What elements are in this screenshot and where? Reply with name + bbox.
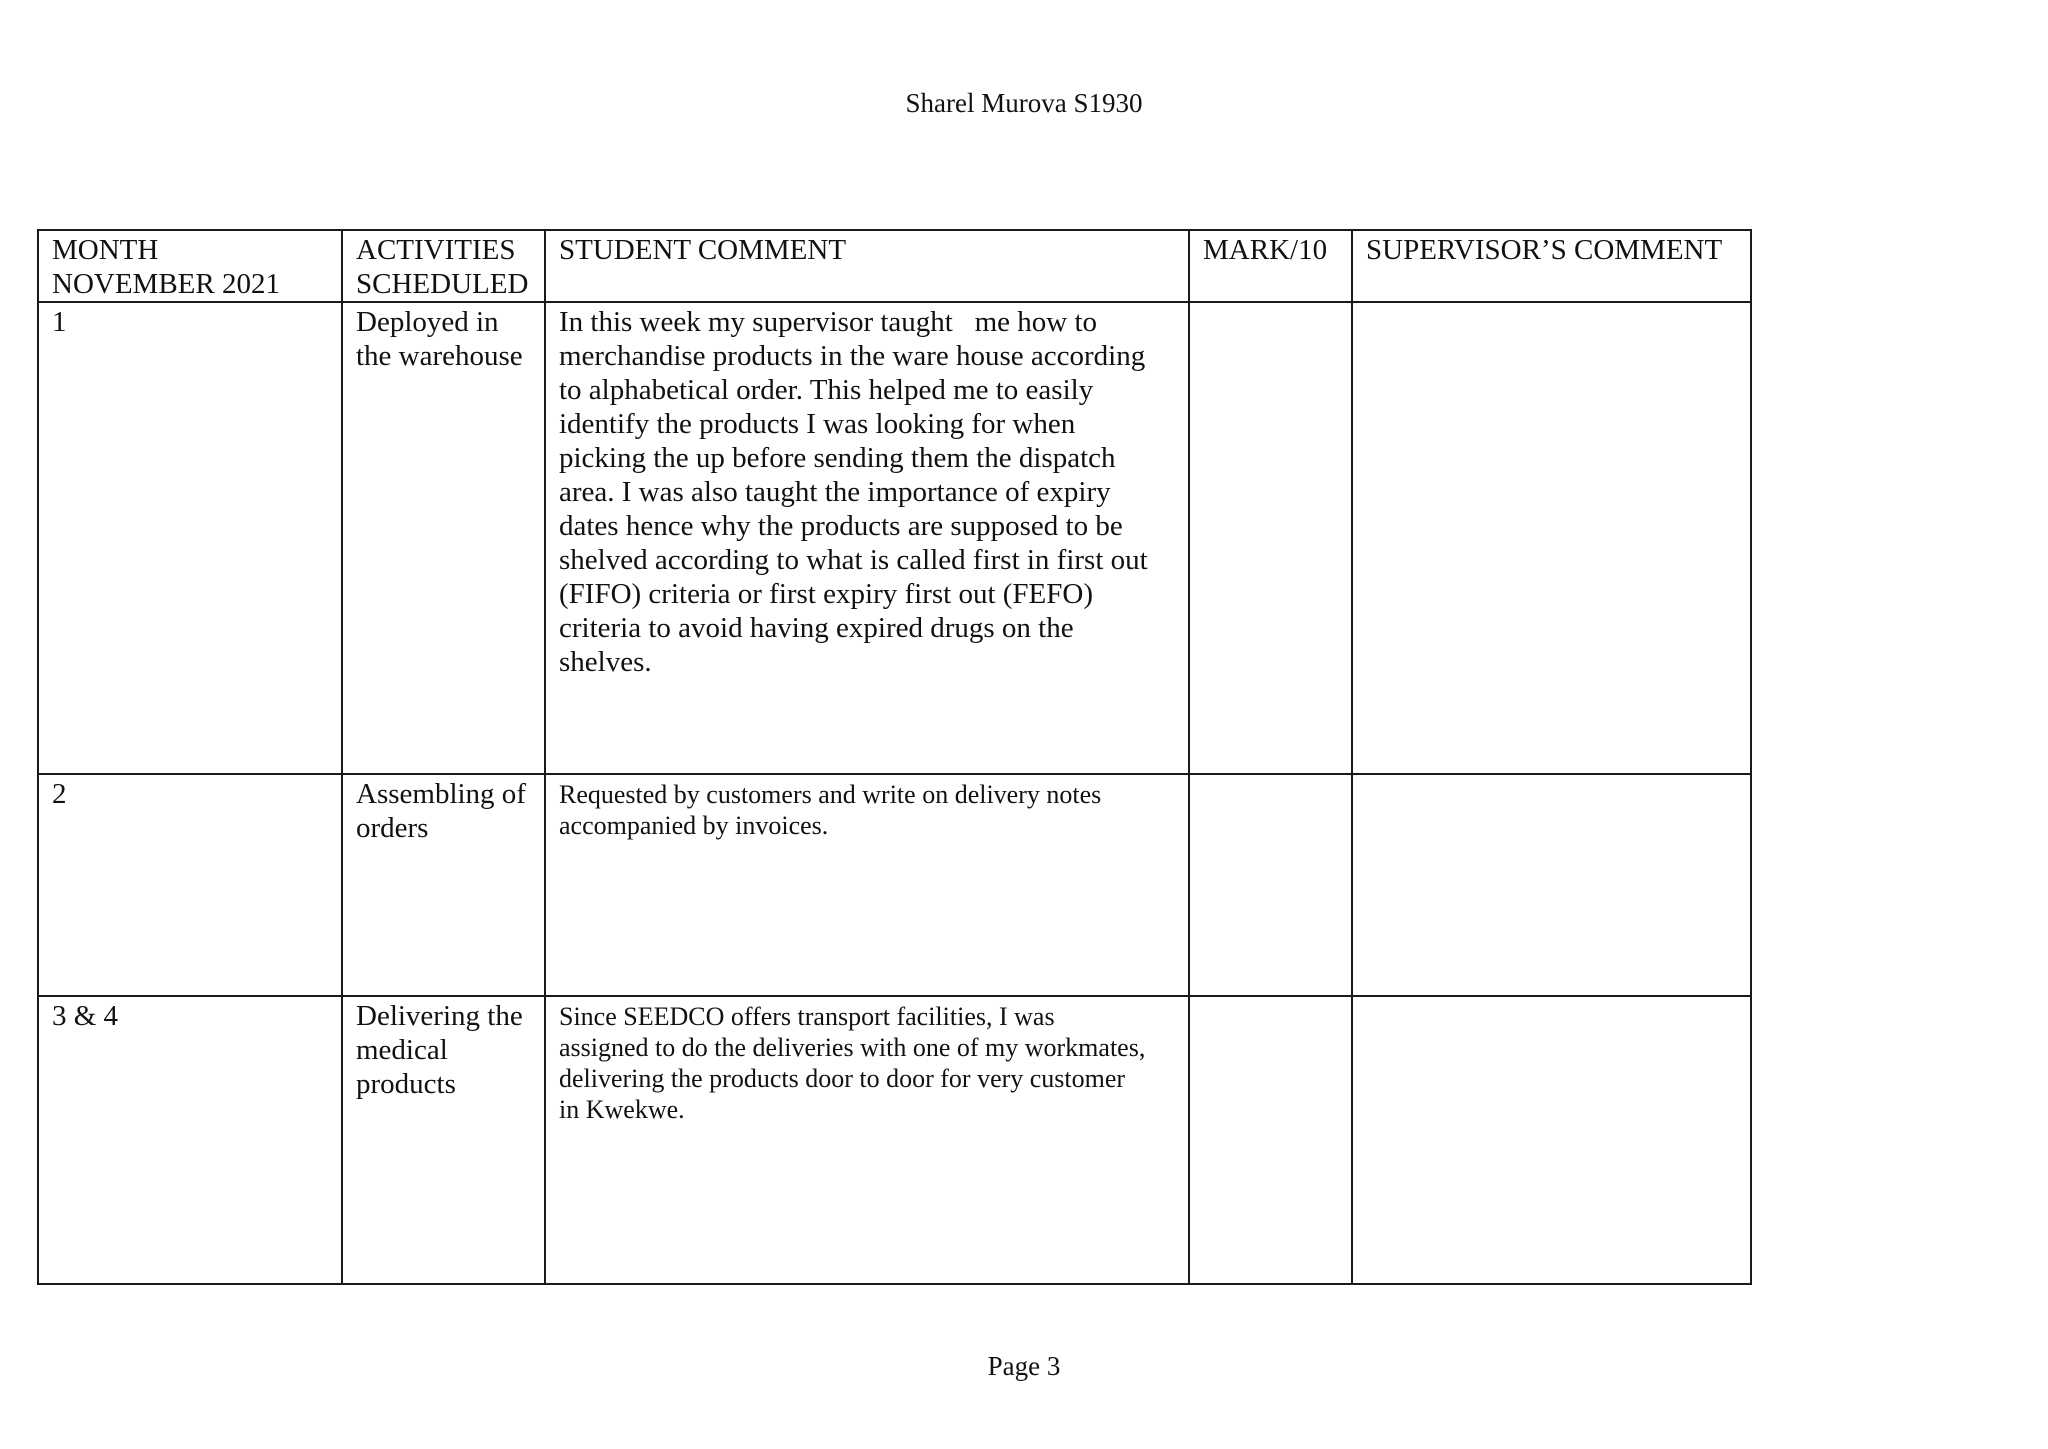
comment-line: to alphabetical order. This helped me to easily bbox=[559, 374, 1094, 406]
month-header-line-2: NOVEMBER 2021 bbox=[52, 268, 280, 300]
comment-line: In this week my supervisor taught me how to bbox=[559, 306, 1098, 338]
mark-header-cell bbox=[1189, 230, 1352, 302]
activity-cell bbox=[342, 996, 545, 1284]
student-comment-cell bbox=[545, 774, 1189, 996]
mark-cell bbox=[1189, 996, 1352, 1284]
month-header-cell bbox=[38, 230, 342, 302]
activity-line: orders bbox=[356, 812, 429, 844]
comment-line: shelves. bbox=[559, 646, 652, 678]
activities-header-cell bbox=[342, 230, 545, 302]
activity-line: the warehouse bbox=[356, 340, 523, 372]
comment-line: assigned to do the deliveries with one of my workmates, bbox=[559, 1033, 1146, 1062]
week-cell: 1 bbox=[38, 302, 342, 774]
activity-line: Deployed in bbox=[356, 306, 499, 338]
comment-line: criteria to avoid having expired drugs on the bbox=[559, 612, 1074, 644]
comment-line: in Kwekwe. bbox=[559, 1095, 685, 1124]
week-cell: 3 & 4 bbox=[38, 996, 342, 1284]
activity-line: Assembling of bbox=[356, 778, 526, 810]
supervisor-comment-header: SUPERVISOR’S COMMENT bbox=[1366, 234, 1723, 266]
comment-line: area. I was also taught the importance of expiry bbox=[559, 476, 1111, 508]
comment-line: accompanied by invoices. bbox=[559, 811, 829, 840]
activities-header-line-1: ACTIVITIES bbox=[356, 234, 516, 266]
comment-line: identify the products I was looking for when bbox=[559, 408, 1076, 440]
week-cell: 2 bbox=[38, 774, 342, 996]
student-comment-header: STUDENT COMMENT bbox=[559, 234, 847, 266]
page-number: Page 3 bbox=[987, 1351, 1061, 1381]
comment-line: dates hence why the products are supposed to be bbox=[559, 510, 1123, 542]
supervisor-comment-cell bbox=[1352, 996, 1751, 1284]
mark-header: MARK/10 bbox=[1203, 234, 1328, 266]
student-comment-cell bbox=[545, 996, 1189, 1284]
activities-header-line-2: SCHEDULED bbox=[356, 268, 529, 300]
activity-cell bbox=[342, 774, 545, 996]
month-header-line-1: MONTH bbox=[52, 234, 159, 266]
page-header: Sharel Murova S1930 bbox=[905, 88, 1143, 118]
student-comment-cell bbox=[545, 302, 1189, 774]
comment-line: picking the up before sending them the dispatch bbox=[559, 442, 1116, 474]
mark-cell bbox=[1189, 302, 1352, 774]
supervisor-comment-cell bbox=[1352, 302, 1751, 774]
activity-line: Delivering the bbox=[356, 1000, 523, 1032]
supervisor-comment-cell bbox=[1352, 774, 1751, 996]
table-row-week-1 bbox=[38, 302, 1751, 774]
table-row-week-2 bbox=[38, 774, 1751, 996]
mark-cell bbox=[1189, 774, 1352, 996]
attachment-log-table bbox=[37, 229, 1752, 1285]
student-comment-header-cell bbox=[545, 230, 1189, 302]
activity-cell bbox=[342, 302, 545, 774]
comment-line: Since SEEDCO offers transport facilities, I was bbox=[559, 1002, 1055, 1031]
comment-line: Requested by customers and write on delivery notes bbox=[559, 780, 1102, 809]
table-header-row bbox=[38, 230, 1751, 302]
comment-line: merchandise products in the ware house according bbox=[559, 340, 1146, 372]
table-row-week-3-4 bbox=[38, 996, 1751, 1284]
activity-line: products bbox=[356, 1068, 456, 1100]
comment-line: shelved according to what is called first in first out bbox=[559, 544, 1148, 576]
activity-line: medical bbox=[356, 1034, 448, 1066]
comment-line: delivering the products door to door for very customer bbox=[559, 1064, 1126, 1093]
supervisor-comment-header-cell bbox=[1352, 230, 1751, 302]
comment-line: (FIFO) criteria or first expiry first out (FEFO) bbox=[559, 578, 1093, 610]
